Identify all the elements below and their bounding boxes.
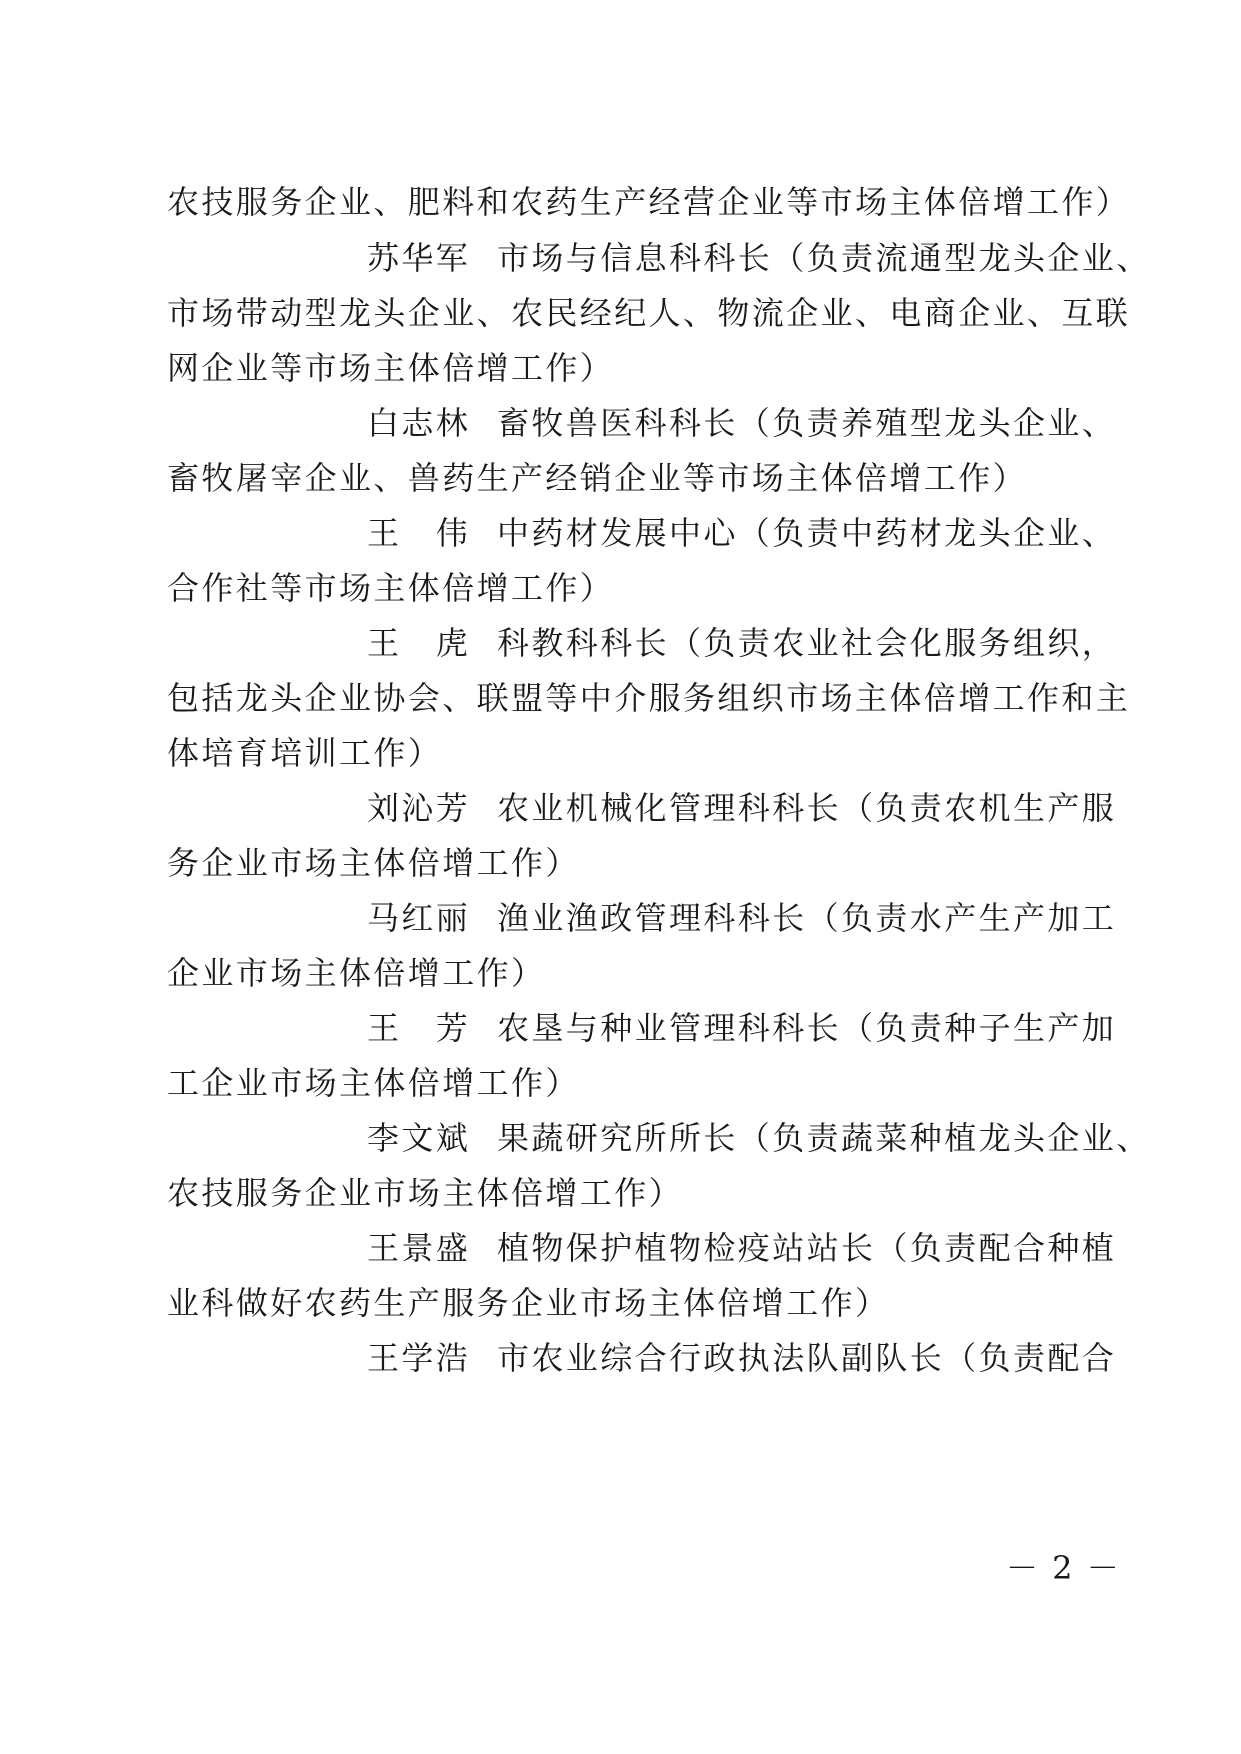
- person-name: 王 伟: [367, 514, 471, 552]
- text-line: 体培育培训工作）: [167, 734, 443, 772]
- entry-header: [367, 1118, 1151, 1158]
- role-text: 畜牧兽医科科长（负责养殖型龙头企业、: [497, 404, 1117, 442]
- role-text: 中药材发展中心（负责中药材龙头企业、: [497, 514, 1117, 552]
- role-text: 农业机械化管理科科长（负责农机生产服: [497, 789, 1117, 827]
- page-number: － 2 －: [1006, 1549, 1121, 1587]
- text-line: 畜牧屠宰企业、兽药生产经销企业等市场主体倍增工作）: [167, 459, 1028, 497]
- entry-header: [367, 1338, 1116, 1378]
- person-name: 李文斌: [367, 1119, 471, 1157]
- text-line: 网企业等市场主体倍增工作）: [167, 349, 615, 387]
- text-line: 农技服务企业、肥料和农药生产经营企业等市场主体倍增工作）: [167, 183, 1131, 221]
- person-name: 刘沁芳: [367, 789, 471, 827]
- person-name: 王 虎: [367, 624, 471, 662]
- role-text: 果蔬研究所所长（负责蔬菜种植龙头企业、: [497, 1119, 1151, 1157]
- role-text: 渔业渔政管理科科长（负责水产生产加工: [497, 899, 1117, 937]
- person-name: 苏华军: [367, 239, 471, 277]
- entry-header: [367, 788, 1116, 828]
- entry-header: [367, 898, 1116, 938]
- person-name: 马红丽: [367, 899, 471, 937]
- text-line: 企业市场主体倍增工作）: [167, 954, 546, 992]
- entry-header: [367, 1228, 1116, 1268]
- person-name: 王 芳: [367, 1009, 471, 1047]
- role-text: 科教科科长（负责农业社会化服务组织，: [497, 624, 1117, 662]
- entry-header: [367, 238, 1151, 278]
- role-text: 市农业综合行政执法队副队长（负责配合: [497, 1339, 1117, 1377]
- person-name: 白志林: [367, 404, 471, 442]
- text-line: 农技服务企业市场主体倍增工作）: [167, 1174, 684, 1212]
- text-line: 务企业市场主体倍增工作）: [167, 844, 580, 882]
- person-name: 王景盛: [367, 1229, 471, 1267]
- entry-header: [367, 623, 1116, 663]
- text-line: 工企业市场主体倍增工作）: [167, 1064, 580, 1102]
- entry-header: [367, 1008, 1116, 1048]
- role-text: 植物保护植物检疫站站长（负责配合种植: [497, 1229, 1117, 1267]
- text-line: 市场带动型龙头企业、农民经纪人、物流企业、电商企业、互联: [167, 294, 1131, 332]
- person-name: 王学浩: [367, 1339, 471, 1377]
- entry-header: [367, 403, 1116, 443]
- text-line: 合作社等市场主体倍增工作）: [167, 569, 615, 607]
- role-text: 农垦与种业管理科科长（负责种子生产加: [497, 1009, 1117, 1047]
- entry-header: [367, 513, 1116, 553]
- role-text: 市场与信息科科长（负责流通型龙头企业、: [497, 239, 1151, 277]
- text-line: 包括龙头企业协会、联盟等中介服务组织市场主体倍增工作和主: [167, 679, 1131, 717]
- text-line: 业科做好农药生产服务企业市场主体倍增工作）: [167, 1284, 890, 1322]
